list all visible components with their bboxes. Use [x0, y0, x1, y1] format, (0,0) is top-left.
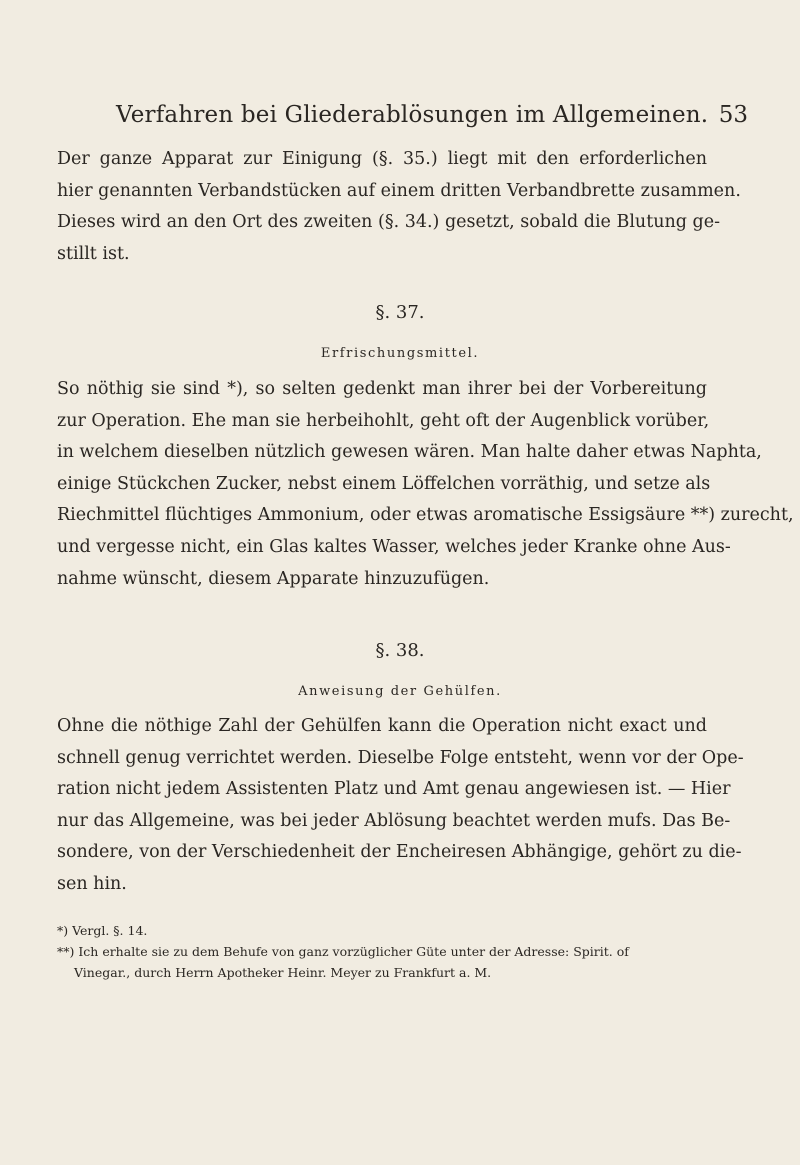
text-line: Riechmittel flüchtiges Ammonium, oder etwas aromatische Essigsäure **) zurecht,: [57, 505, 794, 526]
text-line: nur das Allgemeine, was bei jeder Ablösung beachtet werden mufs. Das Be-: [57, 810, 731, 831]
paragraph-3: [57, 711, 744, 901]
running-head: Verfahren bei Gliederablösungen im Allgemeinen.: [116, 102, 709, 128]
text-line: nahme wünscht, diesem Apparate hinzuzufügen.: [57, 568, 490, 589]
text-line: in welchem dieselben nützlich gewesen wären. Man halte daher etwas Naphta,: [57, 442, 762, 463]
text-line: sondere, von der Verschiedenheit der Encheiresen Abhängige, gehört zu die-: [57, 842, 742, 863]
section-title-37: Erfrischungsmittel.: [320, 346, 480, 361]
section-number-38: §. 38.: [375, 640, 425, 661]
text-line: schnell genug verrichtet werden. Dieselbe Folge entsteht, wenn vor der Ope-: [57, 747, 744, 768]
text-line: Der ganze Apparat zur Einigung (§. 35.) liegt mit den erforderlichen: [57, 149, 707, 169]
text-line: zur Operation. Ehe man sie herbeihohlt, geht oft der Augenblick vorüber,: [57, 410, 710, 431]
paragraph-1: [57, 144, 741, 270]
text-line: Dieses wird an den Ort des zweiten (§. 34.) gesetzt, sobald die Blutung ge-: [57, 212, 721, 233]
footnotes: [57, 920, 747, 983]
text-line: So nöthig sie sind *), so selten gedenkt man ihrer bei der Vorbereitung: [57, 379, 707, 399]
text-line: einige Stückchen Zucker, nebst einem Löffelchen vorräthig, und setze als: [57, 473, 711, 494]
text-line: sen hin.: [57, 873, 127, 894]
page-number: 53: [718, 102, 748, 128]
page-header: [116, 102, 748, 136]
text-line: Ohne die nöthige Zahl der Gehülfen kann die Operation nicht exact und: [57, 716, 707, 736]
text-line: hier genannten Verbandstücken auf einem dritten Verbandbrette zusammen.: [57, 180, 741, 201]
footnote-2: **) Ich erhalte sie zu dem Behufe von ganz vorzüglicher Güte unter der Adresse: Spirit. of: [57, 944, 629, 959]
section-number-37: §. 37.: [375, 302, 425, 323]
text-line: stillt ist.: [57, 243, 130, 264]
paragraph-2: [57, 374, 794, 595]
section-title-38: Anweisung der Gehülfen.: [298, 684, 502, 699]
text-line: und vergesse nicht, ein Glas kaltes Wasser, welches jeder Kranke ohne Aus-: [57, 536, 731, 557]
footnote-2-continued: Vinegar., durch Herrn Apotheker Heinr. Meyer zu Frankfurt a. M.: [74, 965, 492, 980]
footnote-1: *) Vergl. §. 14.: [57, 923, 148, 938]
text-line: ration nicht jedem Assistenten Platz und Amt genau angewiesen ist. — Hier: [57, 779, 731, 800]
